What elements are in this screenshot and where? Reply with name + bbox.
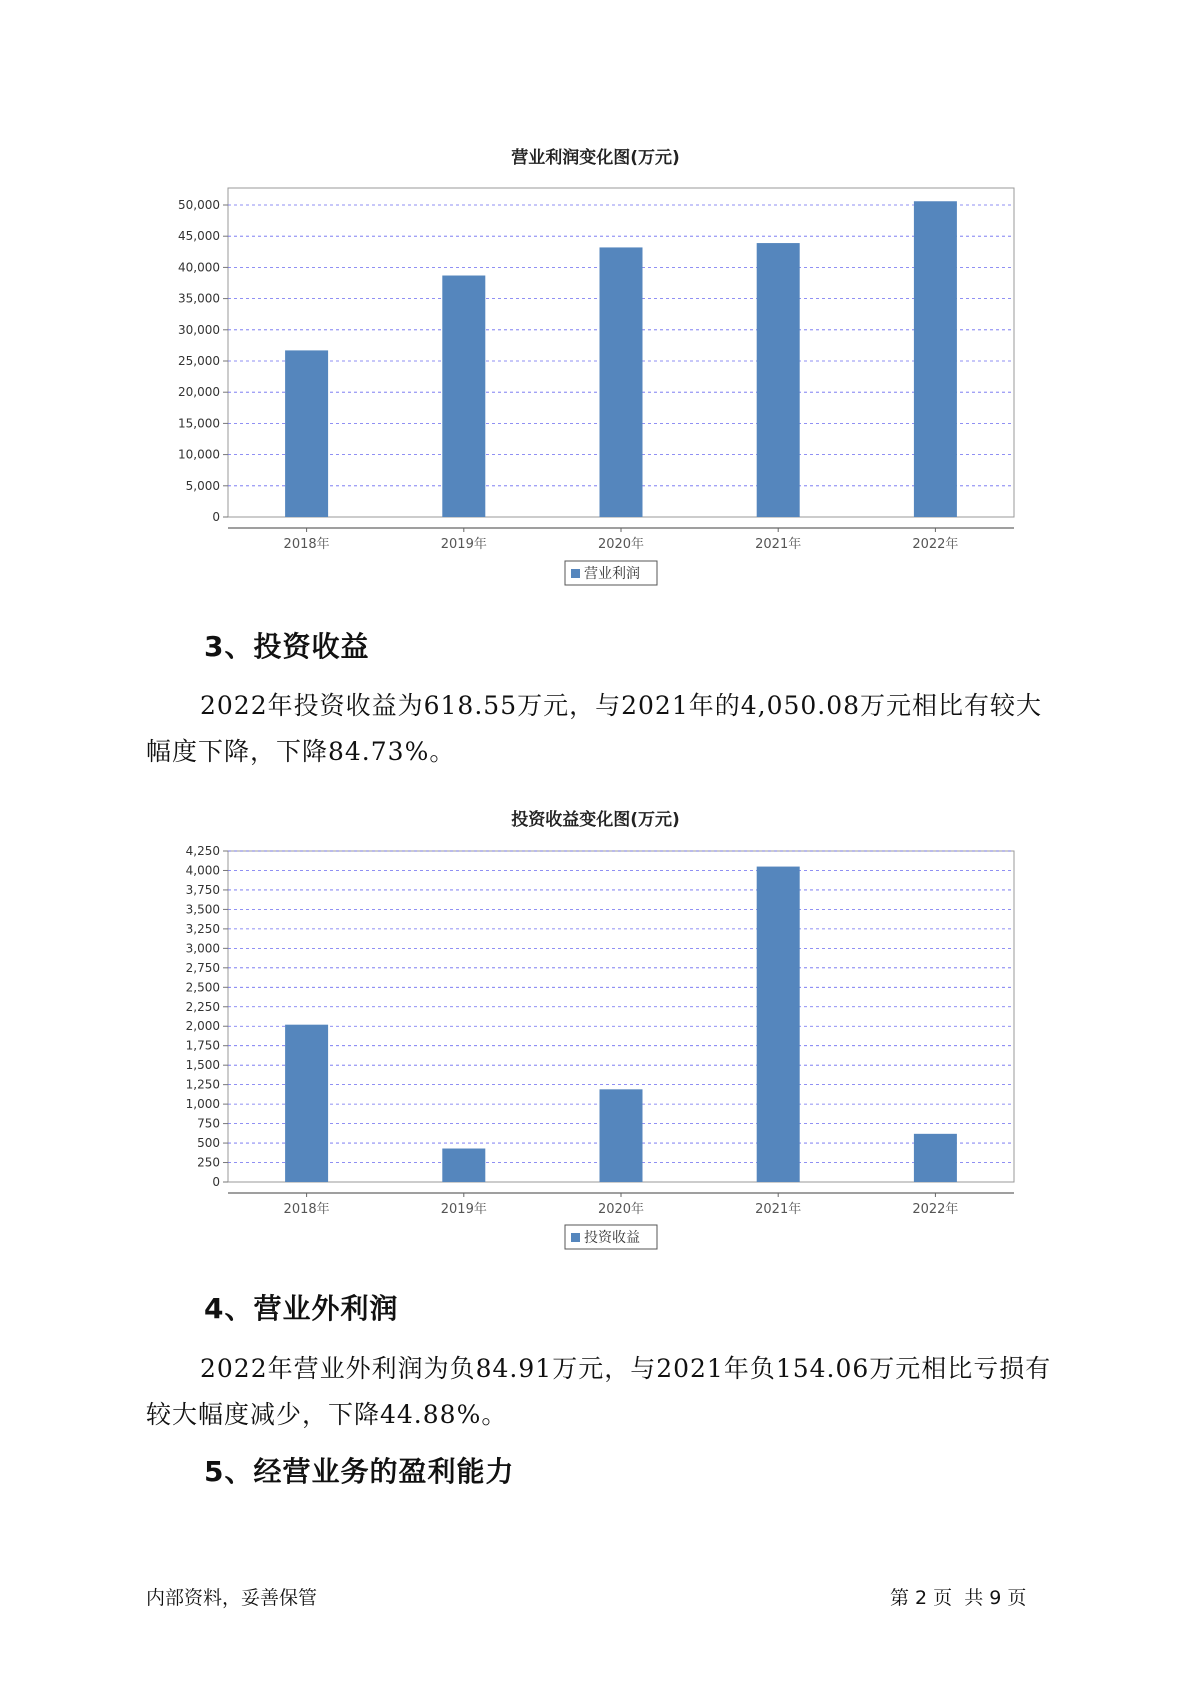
operating-profit-chart-title: 营业利润变化图(万元) (511, 148, 680, 168)
investment-income-y-tick-label: 500 (197, 1136, 220, 1151)
investment-income-y-tick-label: 0 (212, 1175, 220, 1189)
investment-income-chart-title: 投资收益变化图(万元) (511, 810, 680, 830)
investment-income-y-tick-label: 1,000 (185, 1097, 220, 1112)
operating-profit-y-tick-label: 20,000 (178, 385, 220, 400)
operating-profit-x-tick-label: 2020年 (597, 537, 645, 552)
investment-income-x-tick-label: 2019年 (440, 1202, 487, 1217)
investment-income-x-tick-label: 2020年 (597, 1202, 645, 1217)
investment-income-y-tick-label: 3,250 (185, 921, 220, 936)
operating-profit-y-tick-label: 45,000 (178, 229, 220, 244)
investment-income-bar (442, 1149, 485, 1182)
operating-profit-y-tick-label: 40,000 (178, 260, 220, 275)
operating-profit-legend-label: 营业利润 (584, 566, 640, 582)
investment-income-y-tick-label: 2,000 (185, 1019, 220, 1034)
section-4-paragraph-line-2: 较大幅度减少，下降44.88%。 (146, 1400, 508, 1429)
operating-profit-x-tick-label: 2022年 (912, 537, 959, 552)
investment-income-bar (285, 1025, 328, 1182)
operating-profit-x-tick-label: 2019年 (440, 537, 487, 552)
investment-income-legend-label: 投资收益 (584, 1230, 640, 1246)
investment-income-bar (914, 1134, 957, 1182)
investment-income-y-tick-label: 750 (197, 1116, 220, 1131)
section-3-paragraph-line-1: 2022年投资收益为618.55万元，与2021年的4,050.08万元相比有较大 (200, 691, 1043, 720)
investment-income-y-tick-label: 3,500 (185, 902, 220, 917)
operating-profit-y-tick-label: 35,000 (178, 291, 220, 306)
section-3-paragraph-line-2: 幅度下降，下降84.73%。 (146, 737, 456, 766)
investment-income-y-tick-label: 1,750 (185, 1038, 220, 1053)
operating-profit-y-tick-label: 15,000 (178, 416, 220, 431)
footer-page-number: 第 2 页 共 9 页 (890, 1587, 1027, 1609)
operating-profit-x-tick-label: 2021年 (755, 537, 802, 552)
investment-income-bar (757, 867, 800, 1182)
operating-profit-y-tick-label: 25,000 (178, 354, 220, 368)
operating-profit-y-tick-label: 5,000 (185, 478, 220, 493)
investment-income-x-tick-label: 2021年 (755, 1202, 802, 1217)
investment-income-y-tick-label: 3,000 (185, 941, 220, 956)
investment-income-y-tick-label: 1,500 (185, 1058, 220, 1073)
investment-income-bar (600, 1089, 643, 1182)
operating-profit-y-tick-label: 30,000 (178, 322, 220, 337)
operating-profit-y-tick-label: 10,000 (178, 447, 220, 462)
section-4-paragraph (146, 1346, 1054, 1438)
investment-income-y-tick-label: 1,250 (185, 1077, 220, 1092)
investment-income-y-tick-label: 2,500 (185, 980, 220, 995)
investment-income-x-tick-label: 2018年 (283, 1202, 330, 1217)
investment-income-y-tick-label: 4,250 (185, 844, 220, 858)
investment-income-x-tick-label: 2022年 (912, 1202, 959, 1217)
operating-profit-y-tick-label: 50,000 (178, 198, 220, 212)
section-4-paragraph-line-1: 2022年营业外利润为负84.91万元，与2021年负154.06万元相比亏损有 (200, 1354, 1052, 1383)
investment-income-y-tick-label: 2,250 (185, 999, 220, 1014)
investment-income-y-tick-label: 4,000 (185, 863, 220, 878)
section-4-heading: 4、营业外利润 (204, 1292, 399, 1325)
operating-profit-x-tick-label: 2018年 (283, 537, 330, 552)
section-3-heading: 3、投资收益 (204, 630, 370, 663)
footer-confidential-note: 内部资料，妥善保管 (146, 1587, 318, 1609)
investment-income-y-tick-label: 2,750 (185, 960, 220, 975)
investment-income-y-tick-label: 250 (197, 1155, 220, 1170)
section-5-heading: 5、经营业务的盈利能力 (204, 1455, 515, 1488)
operating-profit-y-tick-label: 0 (212, 510, 220, 524)
investment-income-legend-swatch (571, 1233, 580, 1242)
investment-income-y-tick-label: 3,750 (185, 882, 220, 897)
